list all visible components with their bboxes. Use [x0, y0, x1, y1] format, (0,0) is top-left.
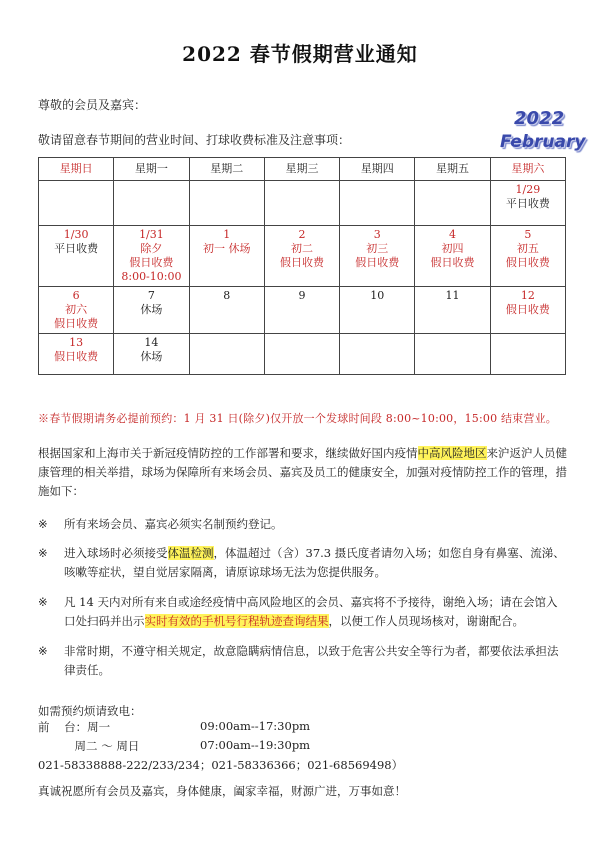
day-date: 1/29: [515, 183, 541, 196]
day-note: 假日收费: [279, 256, 324, 269]
day-note: 假日收费: [355, 256, 400, 269]
epidemic-paragraph: [38, 444, 568, 501]
rule-item-4: [38, 642, 568, 680]
day-note: 平日收费: [505, 197, 550, 210]
calendar-week-4: [39, 334, 566, 375]
rule-text-part: 凡 14 天内对所有来自或途经疫情中高风险地区的会员、嘉宾将不予接待，谢绝入场；请在会馆入口处扫码并出示: [64, 595, 558, 628]
day-note: 假日收费: [505, 303, 550, 316]
day-cell-feb4: [415, 226, 490, 287]
day-note: 假日收费: [54, 350, 99, 363]
day-note: 初一 休场: [202, 242, 251, 255]
day-date: 1: [223, 228, 231, 241]
day-note: 休场: [140, 303, 163, 316]
day-cell-empty: [39, 181, 114, 226]
rule-text: [64, 544, 568, 582]
contact-hours: 07:00am--19:30pm: [200, 738, 311, 752]
paragraph-highlight: 中高风险地区: [417, 446, 487, 460]
rule-item-2: [38, 544, 568, 582]
day-cell-feb2: [264, 226, 339, 287]
header-wed: 星期三: [264, 158, 339, 181]
day-cell-feb10: [340, 287, 415, 334]
logo-month: February: [500, 132, 586, 152]
day-date: 7: [147, 289, 155, 302]
day-note: 初三: [366, 242, 389, 255]
day-cell-empty: [490, 334, 565, 375]
rule-item-3: [38, 593, 568, 631]
day-note: 初四: [441, 242, 464, 255]
greeting: 尊敬的会员及嘉宾：: [38, 98, 147, 112]
day-date: 14: [144, 336, 159, 349]
day-date: 6: [72, 289, 80, 302]
booking-notice: ※春节假期请务必提前预约：1 月 31 日(除夕)仅开放一个发球时间段 8:00~10:00，15:00 结束营业。: [38, 412, 557, 425]
rule-item-1: [38, 515, 568, 534]
contact-label: 前 台：周一: [38, 720, 111, 734]
contact-hours: 09:00am--17:30pm: [200, 719, 311, 733]
day-cell-feb7: [114, 287, 189, 334]
day-cell-empty: [189, 181, 264, 226]
holiday-calendar: [38, 157, 566, 375]
header-sat: 星期六: [490, 158, 565, 181]
day-cell-feb13: [39, 334, 114, 375]
rule-text: [64, 593, 568, 631]
contact-phones: 021-58338888-222/233/234；021-58336366；021-68569498）: [38, 758, 404, 772]
day-note: 假日收费: [129, 256, 174, 269]
rule-text-part: 进入球场时必须接受: [64, 546, 168, 560]
day-date: 8: [223, 289, 231, 302]
day-note: 休场: [140, 350, 163, 363]
day-date: 3: [373, 228, 381, 241]
rule-text: 非常时期，不遵守相关规定，故意隐瞒病情信息，以致于危害公共安全等行为者，都要依法承担法律责任。: [64, 644, 559, 677]
day-cell-jan31: [114, 226, 189, 287]
day-cell-empty: [415, 181, 490, 226]
day-date: 4: [449, 228, 457, 241]
calendar-week-2: [39, 226, 566, 287]
day-hours: 8:00-10:00: [121, 270, 182, 283]
paragraph-text: 来沪返沪人员健康管理的相关举措，球场为保障所有来场会员、嘉宾及员工的健康安全，加强对疫情防控工作的管理，措施如下：: [38, 446, 567, 498]
day-note: 平日收费: [54, 242, 99, 255]
day-cell-jan30: [39, 226, 114, 287]
day-cell-feb12: [490, 287, 565, 334]
intro-text: 敬请留意春节期间的营业时间、打球收费标准及注意事项：: [38, 133, 351, 147]
day-cell-feb9: [264, 287, 339, 334]
calendar-week-1: [39, 181, 566, 226]
logo-year: 2022: [514, 108, 565, 129]
rule-text-part: ，体温超过（含）37.3 摄氏度者请勿入场；如您自身有鼻塞、流涕、咳嗽等症状，望自觉居家隔离，请原谅球场无法为您提供服务。: [64, 546, 565, 579]
calendar-week-3: [39, 287, 566, 334]
day-note: 初五: [516, 242, 539, 255]
closing-wishes: 真诚祝愿所有会员及嘉宾，身体健康，阖家幸福，财源广进，万事如意！: [38, 784, 406, 798]
day-note: 初二: [290, 242, 313, 255]
reference-mark-icon: ※: [38, 517, 48, 531]
reference-mark-icon: ※: [38, 644, 48, 658]
header-mon: 星期一: [114, 158, 189, 181]
day-cell-feb11: [415, 287, 490, 334]
day-date: 12: [520, 289, 535, 302]
day-note: 除夕: [140, 242, 163, 255]
day-cell-empty: [340, 334, 415, 375]
header-fri: 星期五: [415, 158, 490, 181]
day-cell-empty: [264, 334, 339, 375]
day-cell-feb1: [189, 226, 264, 287]
header-sun: 星期日: [39, 158, 114, 181]
header-tue: 星期二: [189, 158, 264, 181]
day-cell-empty: [415, 334, 490, 375]
day-date: 13: [69, 336, 84, 349]
rule-text: 所有来场会员、嘉宾必须实名制预约登记。: [64, 517, 283, 531]
day-date: 2: [298, 228, 306, 241]
day-cell-empty: [340, 181, 415, 226]
day-note: 假日收费: [54, 317, 99, 330]
day-cell-empty: [264, 181, 339, 226]
rule-highlight: 体温检测: [167, 546, 214, 560]
rule-text-part: ，以便工作人员现场核对，谢谢配合。: [328, 614, 524, 628]
day-cell-feb3: [340, 226, 415, 287]
february-logo: [500, 108, 586, 160]
page-title: 2022 春节假期营业通知: [182, 42, 418, 66]
reference-mark-icon: ※: [38, 546, 48, 560]
paragraph-text: 根据国家和上海市关于新冠疫情防控的工作部署和要求，继续做好国内疫情: [38, 446, 418, 460]
day-date: 1/30: [63, 228, 89, 241]
day-date: 10: [370, 289, 385, 302]
reference-mark-icon: ※: [38, 595, 48, 609]
day-cell-feb8: [189, 287, 264, 334]
day-date: 9: [298, 289, 306, 302]
day-date: 11: [445, 289, 460, 302]
day-note: 假日收费: [430, 256, 475, 269]
day-date: 1/31: [139, 228, 164, 241]
contact-label: 周二 ～ 周日: [38, 739, 140, 753]
day-note: 假日收费: [505, 256, 550, 269]
day-cell-feb5: [490, 226, 565, 287]
contact-heading: 如需预约烦请致电：: [38, 704, 142, 718]
day-cell-feb14: [114, 334, 189, 375]
day-cell-jan29: [490, 181, 565, 226]
header-thu: 星期四: [340, 158, 415, 181]
day-cell-empty: [114, 181, 189, 226]
day-cell-feb6: [39, 287, 114, 334]
rule-highlight: 实时有效的手机号行程轨迹查询结果: [144, 614, 329, 628]
calendar-header-row: [39, 158, 566, 181]
day-cell-empty: [189, 334, 264, 375]
day-note: 初六: [65, 303, 88, 316]
day-date: 5: [524, 228, 532, 241]
